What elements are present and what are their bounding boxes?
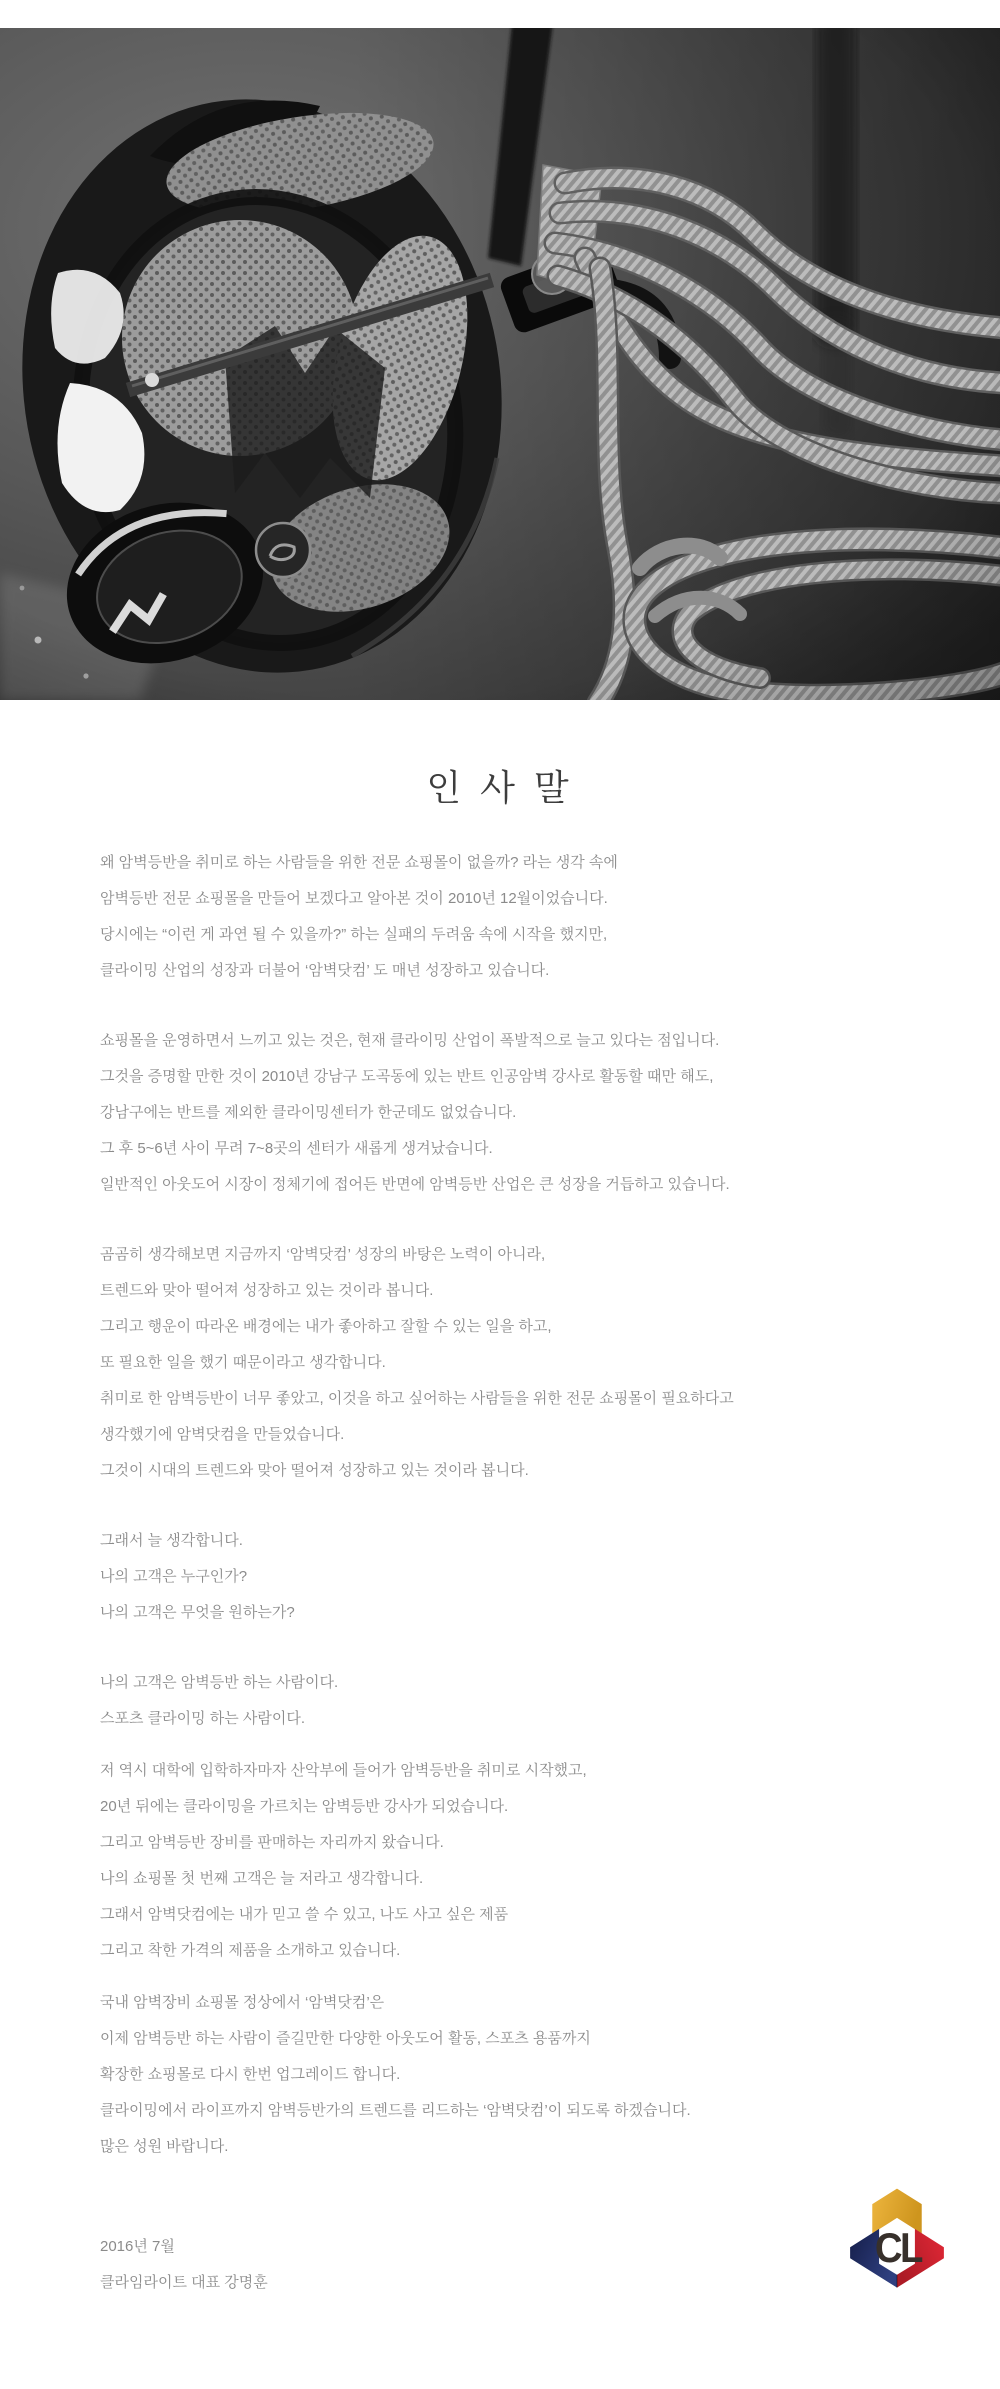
paragraph-line: 그리고 착한 가격의 제품을 소개하고 있습니다. xyxy=(100,1942,401,1959)
paragraph-line: 나의 쇼핑몰 첫 번째 고객은 늘 저라고 생각합니다. xyxy=(100,1870,424,1887)
paragraph-line: 그것을 증명할 만한 것이 2010년 강남구 도곡동에 있는 반트 인공암벽 강사로 활동할 때만 해도, xyxy=(100,1068,714,1085)
greeting-paragraph xyxy=(100,1753,920,1969)
paragraph-line: 나의 고객은 누구인가? xyxy=(100,1568,248,1585)
paragraph-line: 나의 고객은 암벽등반 하는 사람이다. xyxy=(100,1674,339,1691)
signature-block xyxy=(100,2229,268,2301)
paragraph-line: 클라이밍에서 라이프까지 암벽등반가의 트렌드를 리드하는 ‘암벽닷컴’이 되도록 하겠습니다. xyxy=(100,2102,691,2119)
page-title: 인 사 말 xyxy=(426,768,574,808)
paragraph-line: 왜 암벽등반을 취미로 하는 사람들을 위한 전문 쇼핑몰이 없을까? 라는 생각 속에 xyxy=(100,854,618,871)
paragraph-line: 취미로 한 암벽등반이 너무 좋았고, 이것을 하고 싶어하는 사람들을 위한 전문 쇼핑몰이 필요하다고 xyxy=(100,1390,734,1407)
greeting-paragraph xyxy=(100,1523,920,1631)
paragraph-line: 그 후 5~6년 사이 무려 7~8곳의 센터가 새롭게 생겨났습니다. xyxy=(100,1140,493,1157)
paragraph-line: 저 역시 대학에 입학하자마자 산악부에 들어가 암벽등반을 취미로 시작했고, xyxy=(100,1762,587,1779)
paragraph-line: 또 필요한 일을 했기 때문이라고 생각합니다. xyxy=(100,1354,386,1371)
paragraph-line: 그리고 행운이 따라온 배경에는 내가 좋아하고 잘할 수 있는 일을 하고, xyxy=(100,1318,552,1335)
paragraph-line: 곰곰히 생각해보면 지금까지 ‘암벽닷컴’ 성장의 바탕은 노력이 아니라, xyxy=(100,1246,546,1263)
paragraph-line: 많은 성원 바랍니다. xyxy=(100,2138,229,2155)
paragraph-line: 클라이밍 산업의 성장과 더불어 ‘암벽닷컴’ 도 매년 성장하고 있습니다. xyxy=(100,962,550,979)
helmet-ropes-photo xyxy=(0,28,1000,700)
paragraph-line: 그래서 늘 생각합니다. xyxy=(100,1532,243,1549)
paragraph-line: 이제 암벽등반 하는 사람이 즐길만한 다양한 아웃도어 활동, 스포츠 용품까지 xyxy=(100,2030,591,2047)
paragraph-line: 국내 암벽장비 쇼핑몰 정상에서 ‘암벽닷컴’은 xyxy=(100,1994,385,2011)
greeting-body xyxy=(100,845,920,2199)
paragraph-line: 그리고 암벽등반 장비를 판매하는 자리까지 왔습니다. xyxy=(100,1834,444,1851)
greeting-paragraph xyxy=(100,1023,920,1203)
greeting-paragraph xyxy=(100,1665,920,1737)
paragraph-line: 그래서 암벽닷컴에는 내가 믿고 쓸 수 있고, 나도 사고 싶은 제품 xyxy=(100,1906,509,1923)
signature-line: 클라임라이트 대표 강명훈 xyxy=(100,2274,268,2291)
paragraph-line: 확장한 쇼핑몰로 다시 한번 업그레이드 합니다. xyxy=(100,2066,401,2083)
paragraph-line: 스포츠 클라이밍 하는 사람이다. xyxy=(100,1710,306,1727)
paragraph-line: 쇼핑몰을 운영하면서 느끼고 있는 것은, 현재 클라이밍 산업이 폭발적으로 늘고 있다는 점입니다. xyxy=(100,1032,720,1049)
paragraph-line: 그것이 시대의 트렌드와 맞아 떨어져 성장하고 있는 것이라 봅니다. xyxy=(100,1462,529,1479)
logo-text: CL xyxy=(874,2225,921,2272)
hero-photo xyxy=(0,28,1000,700)
paragraph-line: 암벽등반 전문 쇼핑몰을 만들어 보겠다고 알아본 것이 2010년 12월이었습니다. xyxy=(100,890,608,907)
paragraph-line: 일반적인 아웃도어 시장이 정체기에 접어든 반면에 암벽등반 산업은 큰 성장을 거듭하고 있습니다. xyxy=(100,1176,730,1193)
paragraph-line: 트렌드와 맞아 떨어져 성장하고 있는 것이라 봅니다. xyxy=(100,1282,434,1299)
climb-light-logo xyxy=(845,2184,949,2294)
climb-light-logo-mark xyxy=(845,2184,949,2294)
paragraph-line: 당시에는 “이런 게 과연 될 수 있을까?” 하는 실패의 두려움 속에 시작을 했지만, xyxy=(100,926,608,943)
paragraph-line: 강남구에는 반트를 제외한 클라이밍센터가 한군데도 없었습니다. xyxy=(100,1104,517,1121)
date-line: 2016년 7월 xyxy=(100,2238,175,2255)
greeting-paragraph xyxy=(100,1237,920,1489)
paragraph-line: 20년 뒤에는 클라이밍을 가르치는 암벽등반 강사가 되었습니다. xyxy=(100,1798,509,1815)
greeting-paragraph xyxy=(100,1985,920,2165)
paragraph-line: 나의 고객은 무엇을 원하는가? xyxy=(100,1604,295,1621)
greeting-paragraph xyxy=(100,845,920,989)
paragraph-line: 생각했기에 암벽닷컴을 만들었습니다. xyxy=(100,1426,345,1443)
